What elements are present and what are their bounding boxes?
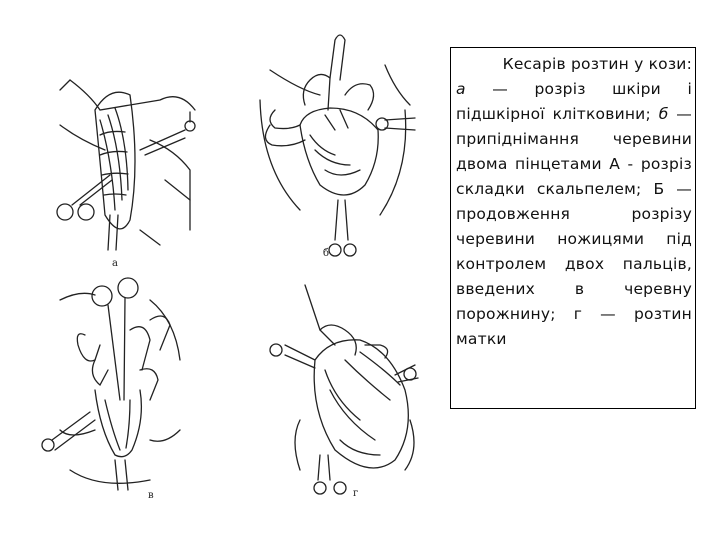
panel-label-g: г [353,488,359,499]
panel-g-drawing [270,285,418,494]
panel-a-drawing [57,80,195,250]
panel-label-v: в [148,490,154,501]
caption-marker-a: а [456,80,466,98]
panel-label-b: б [323,248,330,259]
caption-text [456,52,692,352]
panel-v-drawing [42,278,180,490]
caption-title: Кесарів розтин у кози: [502,55,692,73]
caption-marker-b: б [658,105,669,123]
panel-b-drawing [260,35,415,256]
caption-text-a: — розріз шкіри і підшкірної клітковини; [456,80,692,123]
panel-label-a: а [112,258,118,269]
caption-text-b: — припіднімання черевини двома пінцетами А - розріз складки скальпелем; Б — продовження розрізу черевини ножицями під контролем двох пальців, введених в черевну порожнину; г — розтин матки [456,105,692,348]
